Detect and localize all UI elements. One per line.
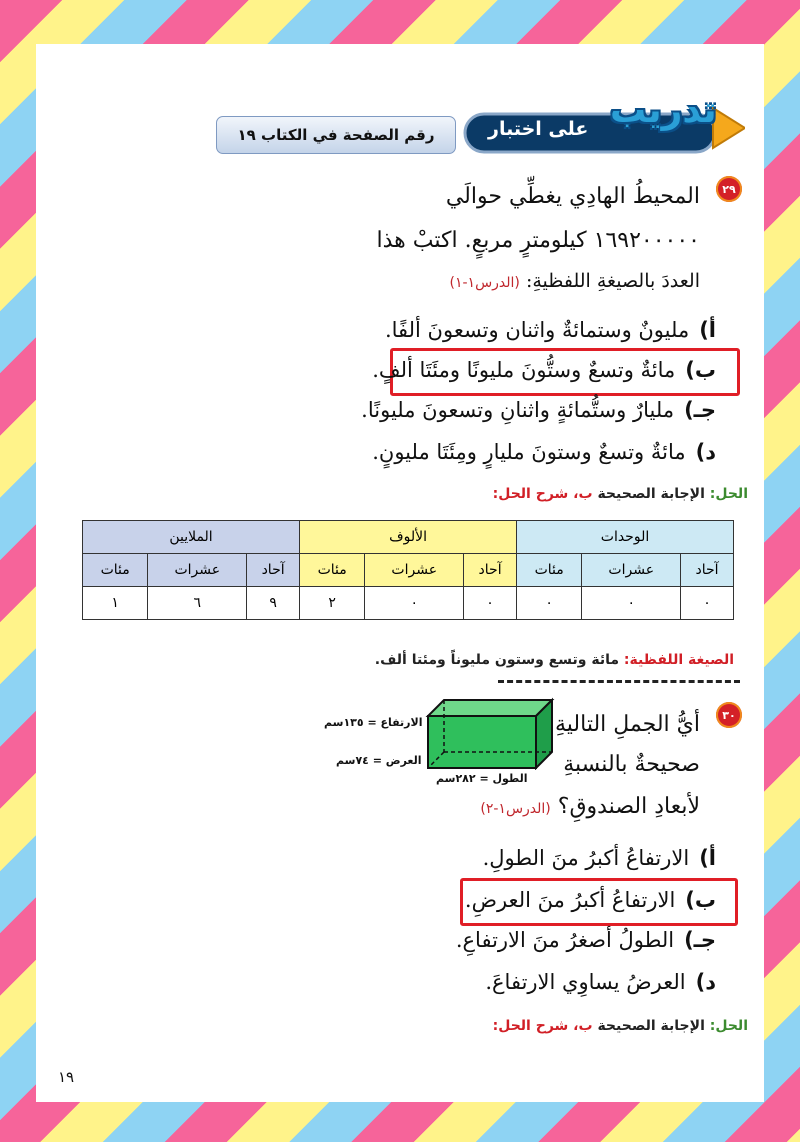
solution-label: الحل: [709,1018,748,1034]
q29-solution [493,486,748,502]
group-millions: الملايين [83,521,300,554]
word-form-label: الصيغة اللفظية: [623,652,734,668]
table-row [83,587,734,620]
q29-line2: ١٦٩٢٠٠٠٠٠ كيلومترٍ مربعٍ. اكتبْ هذا [376,228,700,253]
page-number: ١٩ [58,1068,75,1086]
q29-lesson-ref: (الدرس١-١) [449,275,520,291]
q30-line3 [480,794,700,819]
digit-cell: ٩ [247,587,300,620]
question-number-30: ٣٠ [716,702,742,728]
option-text: الارتفاعُ أكبرُ منَ العرضِ. [464,888,676,912]
option-text: مائةٌ وتسعٌ وستُّونَ مليونًا ومئَتَا ألفٍ. [372,358,676,382]
digit-cell: ٠ [517,587,582,620]
column-header: آحاد [247,554,300,587]
solution-text: الإجابة الصحيحة [597,1018,705,1034]
option-letter: ب) [685,888,716,912]
q30-line1: أيُّ الجملِ التاليةِ [554,712,700,737]
column-header: عشرات [148,554,247,587]
column-header: عشرات [582,554,681,587]
solution-answer: ب، [573,1018,593,1034]
option-text: مائةٌ وتسعٌ وستونَ مليارٍ ومِئَتَا مليونٍ. [372,440,686,464]
option-text: مليونٌ وستمائةٌ واثنان وتسعونَ ألفًا. [384,318,690,342]
q30-option-b[interactable] [465,888,716,912]
option-text: الارتفاعُ أكبرُ منَ الطولِ. [482,846,690,870]
column-header: مئات [517,554,582,587]
option-letter: د) [695,440,716,464]
q30-line2: صحيحةٌ بالنسبةِ [563,752,700,777]
group-units: الوحدات [517,521,734,554]
digit-cell: ٠ [464,587,517,620]
box-diagram [424,696,556,770]
option-letter: ب) [685,358,716,382]
section-divider [498,680,740,683]
on-test-label: على اختبار [488,118,589,140]
q30-lesson-ref: (الدرس١-٢) [480,801,551,817]
question-number-29: ٢٩ [716,176,742,202]
word-form-text: مائة وتسع وستون مليوناً ومئتا ألف. [374,652,619,668]
option-letter: أ) [699,846,716,870]
digit-cell: ١ [83,587,148,620]
q29-line1: المحيطُ الهادِي يغطِّي حوالَي [445,184,700,209]
column-header: آحاد [464,554,517,587]
place-value-table [82,520,734,620]
option-text: العرضُ يساوِي الارتفاعَ. [485,970,686,994]
q30-option-d[interactable] [485,970,716,994]
box-width-label: العرض = ٧٤سم [336,754,422,767]
option-letter: جـ) [684,928,716,952]
option-letter: جـ) [684,398,716,422]
table-group-row [83,521,734,554]
page-reference-button: رقم الصفحة في الكتاب ١٩ [216,116,456,154]
digit-cell: ٠ [365,587,464,620]
q30-line3-text: لأبعادِ الصندوقِ؟ [557,794,700,819]
solution-explain: شرح الحل: [492,486,569,502]
tadreeb-title: تدريب [610,90,717,131]
column-header: آحاد [681,554,734,587]
q29-line3-text: العددَ بالصيغةِ اللفظيةِ: [525,270,700,292]
q29-option-b[interactable] [372,358,716,382]
q30-solution [493,1018,748,1034]
q29-option-c[interactable] [361,398,716,422]
q29-option-a[interactable] [385,318,716,342]
box-height-label: الارتفاع = ١٣٥سم [324,716,423,729]
q29-option-d[interactable] [372,440,716,464]
option-text: مليارٌ وستُّمائةٍ واثنانِ وتسعونَ مليونًا. [361,398,675,422]
option-text: الطولُ أصغرُ منَ الارتفاعِ. [455,928,675,952]
q29-line3 [449,270,700,292]
solution-explain: شرح الحل: [492,1018,569,1034]
q30-option-a[interactable] [483,846,716,870]
digit-cell: ٠ [681,587,734,620]
option-letter: د) [695,970,716,994]
solution-answer: ب، [573,486,593,502]
table-header-row [83,554,734,587]
column-header: مئات [83,554,148,587]
digit-cell: ٦ [148,587,247,620]
word-form-line [375,652,734,668]
box-length-label: الطول = ٢٨٢سم [436,772,528,785]
group-thousands: الألوف [300,521,517,554]
digit-cell: ٠ [582,587,681,620]
q30-option-c[interactable] [456,928,716,952]
digit-cell: ٢ [300,587,365,620]
column-header: مئات [300,554,365,587]
column-header: عشرات [365,554,464,587]
solution-text: الإجابة الصحيحة [597,486,705,502]
solution-label: الحل: [709,486,748,502]
option-letter: أ) [699,318,716,342]
